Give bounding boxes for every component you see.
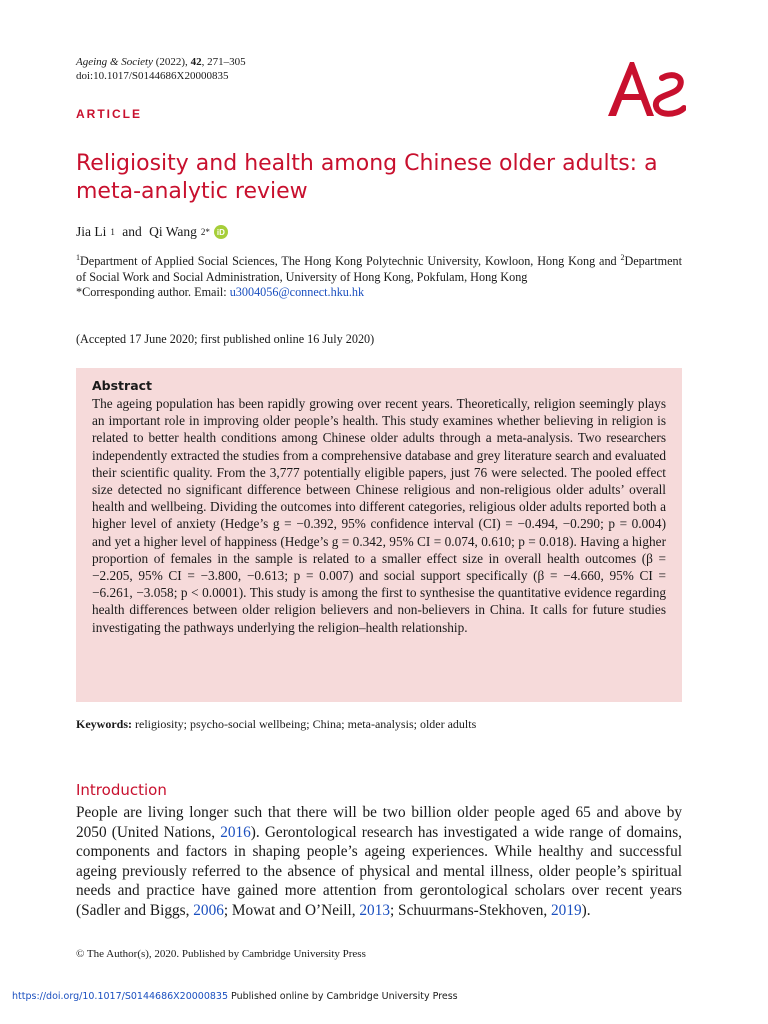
keywords-label: Keywords: [76,717,132,731]
ref-link-2013[interactable]: 2013 [359,901,390,919]
affiliations [76,250,682,301]
journal-pages: , 271–305 [201,56,246,68]
ref-link-2006[interactable]: 2006 [193,901,224,919]
intro-text-1: People are living longer such that there will be two billion older people aged 65 and above by 2050 (United Nations, [76,804,682,841]
journal-year: (2022), [152,56,191,68]
journal-doi: doi:10.1017/S0144686X20000835 [76,70,229,82]
affil-2: Department of Social Work and Social Administration, University of Hong Kong, Pokfulam, Hong Kong [76,254,682,284]
abstract-text: The ageing population has been rapidly growing over recent years. Theoretically, religion seemingly plays an important role in improving older people’s health. This study examines whether believing in religion is related to better health conditions among Chinese older adults through a meta-analysis. Two researchers independently extracted the studies from a comprehensive database and grey literature search and evaluated their scientific quality. From the 3,777 potentially eligible papers, just 76 were selected. The pooled effect size detected no significant difference between Chinese religious and non-religious older adults’ overall health and wellbeing. Dividing the outcomes into different categories, religious older adults reported both a higher level of anxiety (Hedge’s g = −0.392, 95% confidence interval (CI) = −0.494, −0.290; p = 0.004) and yet a higher level of happiness (Hedge’s g = 0.342, 95% CI = 0.074, 0.610; p = 0.018). Having a higher proportion of females in the sample is related to a smaller effect size in overall health outcomes (β = −2.205, 95% CI = −3.800, −0.613; p = 0.007) and social support specifically (β = −4.660, 95% CI = −6.261, −3.058; p < 0.0001). This study is among the first to synthesise the quantitative evidence regarding health differences between older religion believers and non-believers in China. It calls for future studies investigating the pathways underlying the religion–health relationship. [92,396,666,635]
article-type-label: ARTICLE [76,107,142,121]
journal-volume: 42 [190,56,202,68]
affil-1: Department of Applied Social Sciences, The Hong Kong Polytechnic University, Kowloon, Hong Kong and [80,254,621,269]
footer-doi-link[interactable]: https://doi.org/10.1017/S0144686X20000835 [12,991,229,1002]
footer-published: Published online by Cambridge University Press [228,991,458,1002]
keywords-text: religiosity; psycho-social wellbeing; China; meta-analysis; older adults [132,717,477,731]
keywords [76,717,476,732]
page-footer [12,991,458,1002]
affil-2-sup: 2 [620,253,625,262]
intro-text-2: ). Gerontological research has investigated a wide range of domains, components and factors in shaping people’s ageing experiences. While healthy and successful ageing previously referred to the absence of physical and mental illness, older people’s spiritual needs and practice have gained more attention from gerontological scholars over recent years (Sadler and Biggs, [76,823,682,919]
intro-text-5: ). [581,901,591,919]
publication-dates: (Accepted 17 June 2020; first published online 16 July 2020) [76,332,375,346]
intro-text-4: ; Schuurmans-Stekhoven, [389,901,552,919]
journal-name: Ageing & Society [76,56,153,68]
author-1: Jia Li [76,224,107,239]
author-2-sup: 2* [200,227,210,237]
affil-1-sup: 1 [76,253,80,262]
abstract-heading: Abstract [92,378,153,393]
introduction-heading: Introduction [76,781,167,799]
journal-citation [76,55,246,83]
intro-text-3: ; Mowat and O’Neill, [223,901,360,919]
paper-title: Religiosity and health among Chinese older adults: a meta-analytic review [76,151,658,204]
author-join: and [118,224,146,239]
orcid-icon[interactable]: iD [214,225,228,239]
journal-logo [604,56,686,120]
corresponding-label: *Corresponding author. Email: [76,285,230,300]
ref-link-2019[interactable]: 2019 [551,901,582,919]
author-list [76,224,228,240]
author-2: Qi Wang [149,224,197,239]
author-1-sup: 1 [110,227,115,237]
ref-link-2016[interactable]: 2016 [220,823,251,841]
email-link[interactable]: u3004056@connect.hku.hk [229,285,365,300]
introduction-paragraph [76,803,682,921]
copyright-notice: © The Author(s), 2020. Published by Cambridge University Press [76,948,366,960]
